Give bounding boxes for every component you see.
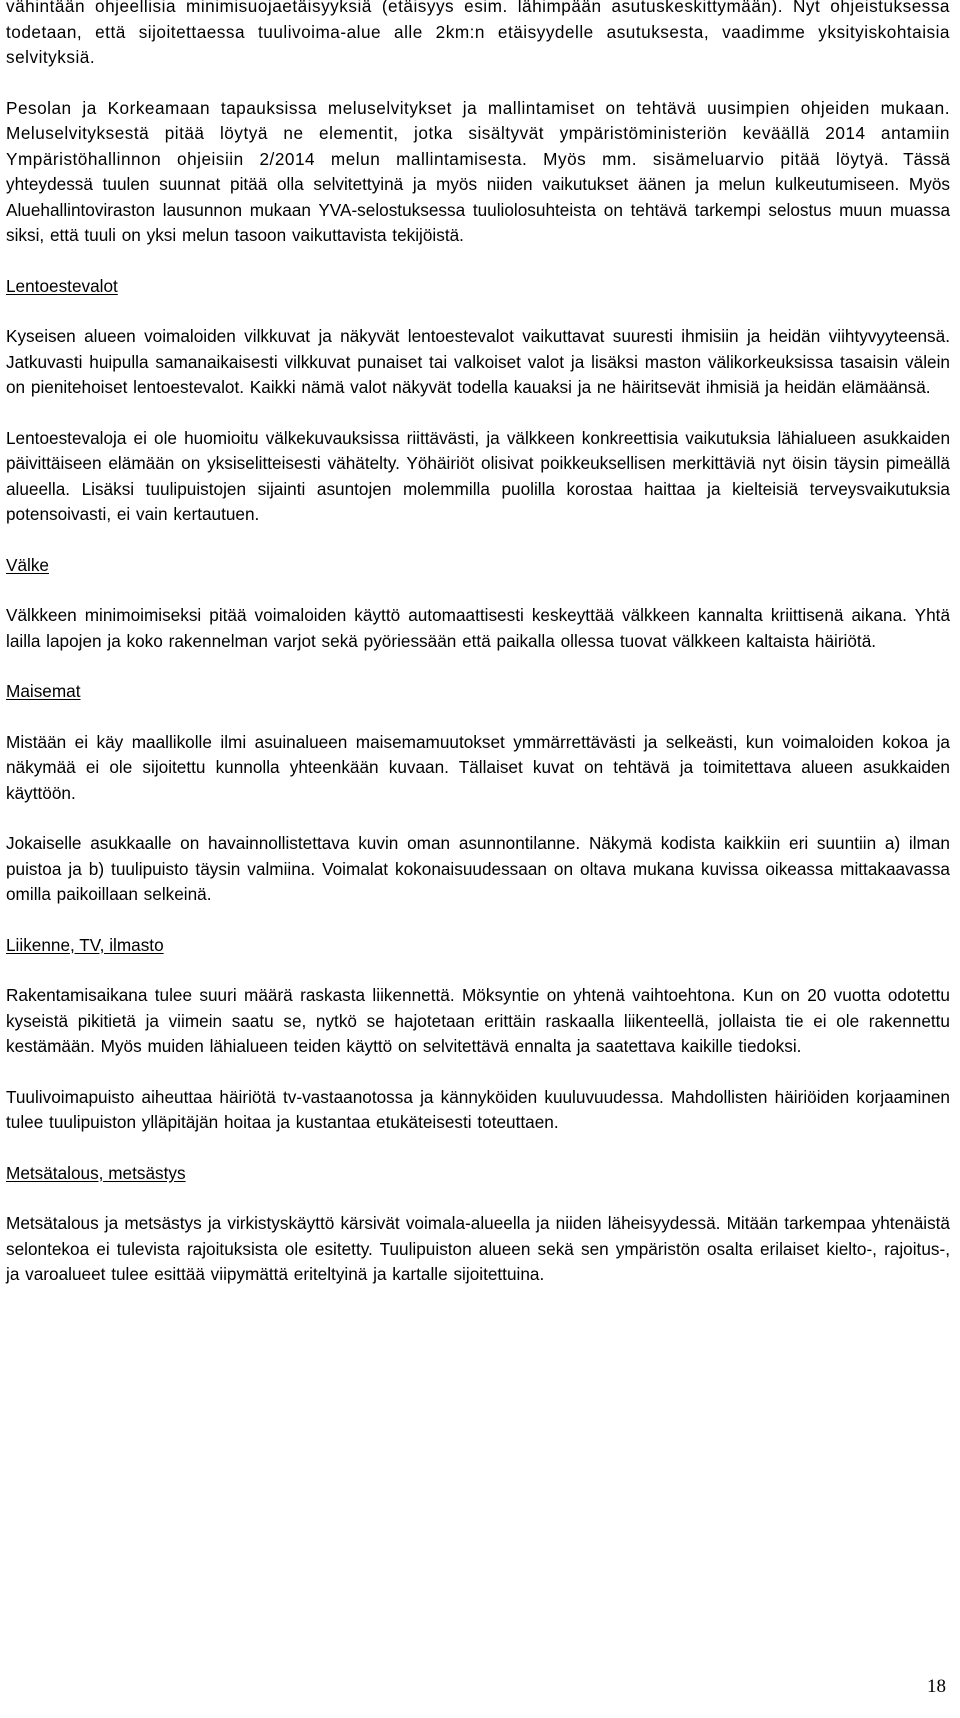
- noise-paragraph-part1: Pesolan ja Korkeamaan tapauksissa meluselvitykset ja mallintamiset on tehtävä uusimpien ohjeiden mukaan. Meluselvityksestä pitää löytyä ne elementit, jotka sisältyvät ympäristöministeriön keväällä 2014 antamiin Ympäristöhallinnon ohjeisiin 2/2014 melun mallintamisesta. Myös mm. sisämeluarvio pitää löytyä.: [6, 97, 950, 169]
- section-heading-metsatalous: Metsätalous, metsästys: [6, 1162, 186, 1183]
- document-page: [6, 0, 950, 1288]
- lentoestevalot-paragraph-1: Kyseisen alueen voimaloiden vilkkuvat ja näkyvät lentoestevalot vaikuttavat suuresti ihmisiin ja heidän viihtyvyyteensä. Jatkuvasti huipulla samanaikaisesti vilkkuvat punaiset tai valkoiset valot ja lisäksi maston välikorkeuksissa tasaisin välein on pienitehoiset lentoestevalot. Kaikki nämä valot näkyvät todella kauaksi ja ne häiritsevät ihmisiä ja heidän elämäänsä.: [6, 326, 950, 397]
- section-heading-lentoestevalot: Lentoestevalot: [6, 275, 118, 296]
- intro-paragraph: vähintään ohjeellisia minimisuojaetäisyyksiä (etäisyys esim. lähimpään asutuskeskittymään). Nyt ohjeistuksessa todetaan, että sijoitettaessa tuulivoima-alue alle 2km:n etäisyydelle asutuksesta, vaadimme yksityiskohtaisia selvityksiä.: [6, 0, 950, 67]
- section-heading-liikenne: Liikenne, TV, ilmasto: [6, 934, 164, 955]
- section-heading-valke: Välke: [6, 554, 49, 575]
- noise-paragraph-part2: Tässä yhteydessä tuulen suunnat pitää olla selvitettyinä ja myös niiden vaikutukset äänen ja melun kulkeutumiseen. Myös Aluehallintoviraston lausunnon mukaan YVA-selostuksessa tuuliolosuhteista on tehtävä tarkempi selostus muun muassa siksi, että tuuli on yksi melun tasoon vaikuttavista tekijöistä.: [6, 148, 950, 245]
- metsatalous-paragraph-1: Metsätalous ja metsästys ja virkistyskäyttö kärsivät voimala-alueella ja niiden läheisyydessä. Mitään tarkempaa yhtenäistä selontekoa ei tulevista rajoituksista ole esitetty. Tuulipuiston alueen sekä sen ympäristön osalta erilaiset kielto-, rajoitus-, ja varoalueet tulee esittää viipymättä eriteltyinä ja kartalle sijoitettuina.: [6, 1213, 950, 1284]
- liikenne-paragraph-1: Rakentamisaikana tulee suuri määrä raskasta liikennettä. Möksyntie on yhtenä vaihtoehtona. Kun on 20 vuotta odotettu kyseistä pikitietä ja viimein saatu se, nytkö se hajotetaan erittäin raskaalla liikenteellä, jollaista tie ei ole rakennettu kestämään. Myös muiden lähialueen teiden käyttö on selvitettävä ennalta ja saatettava kaikille tiedoksi.: [6, 985, 950, 1056]
- liikenne-paragraph-2: Tuulivoimapuisto aiheuttaa häiriötä tv-vastaanotossa ja kännyköiden kuuluvuudessa. Mahdollisten häiriöiden korjaaminen tulee tuulipuiston ylläpitäjän hoitaa ja kustantaa etukäteisesti toteuttaen.: [6, 1086, 950, 1132]
- valke-paragraph-1: Välkkeen minimoimiseksi pitää voimaloiden käyttö automaattisesti keskeyttää välkkeen kannalta kriittisenä aikana. Yhtä lailla lapojen ja koko rakennelman varjot sekä pyöriessään että paikalla ollessa tuovat välkkeen kaltaista häiriötä.: [6, 605, 950, 651]
- lentoestevalot-paragraph-2: Lentoestevaloja ei ole huomioitu välkekuvauksissa riittävästi, ja välkkeen konkreettisia vaikutuksia lähialueen asukkaiden päivittäiseen elämään on yksiselitteisesti vähätelty. Yöhäiriöt olisivat poikkeuksellisen merkittäviä nyt öisin täysin pimeällä alueella. Lisäksi tuulipuistojen sijainti asuntojen molemmilla puolilla korostaa haittaa ja kielteisiä terveysvaikutuksia potensoivasti, ei vain kertautuen.: [6, 427, 950, 524]
- maisemat-paragraph-1: Mistään ei käy maallikolle ilmi asuinalueen maisemamuutokset ymmärrettävästi ja selkeästi, kun voimaloiden kokoa ja näkymää ei ole sijoitettu kunnolla yhteenkään kuvaan. Tällaiset kuvat on tehtävä ja toimitettava alueen asukkaiden käyttöön.: [6, 731, 950, 803]
- noise-paragraph: [6, 96, 950, 249]
- section-heading-maisemat: Maisemat: [6, 681, 81, 701]
- maisemat-paragraph-2: Jokaiselle asukkaalle on havainnollistettava kuvin oman asunnontilanne. Näkymä kodista kaikkiin eri suuntiin a) ilman puistoa ja b) tuulipuisto täysin valmiina. Voimalat kokonaisuudessaan on oltava mukana kuvissa oikeassa mittakaavassa omilla paikoillaan selkeinä.: [6, 833, 950, 904]
- page-number: 18: [927, 1676, 946, 1697]
